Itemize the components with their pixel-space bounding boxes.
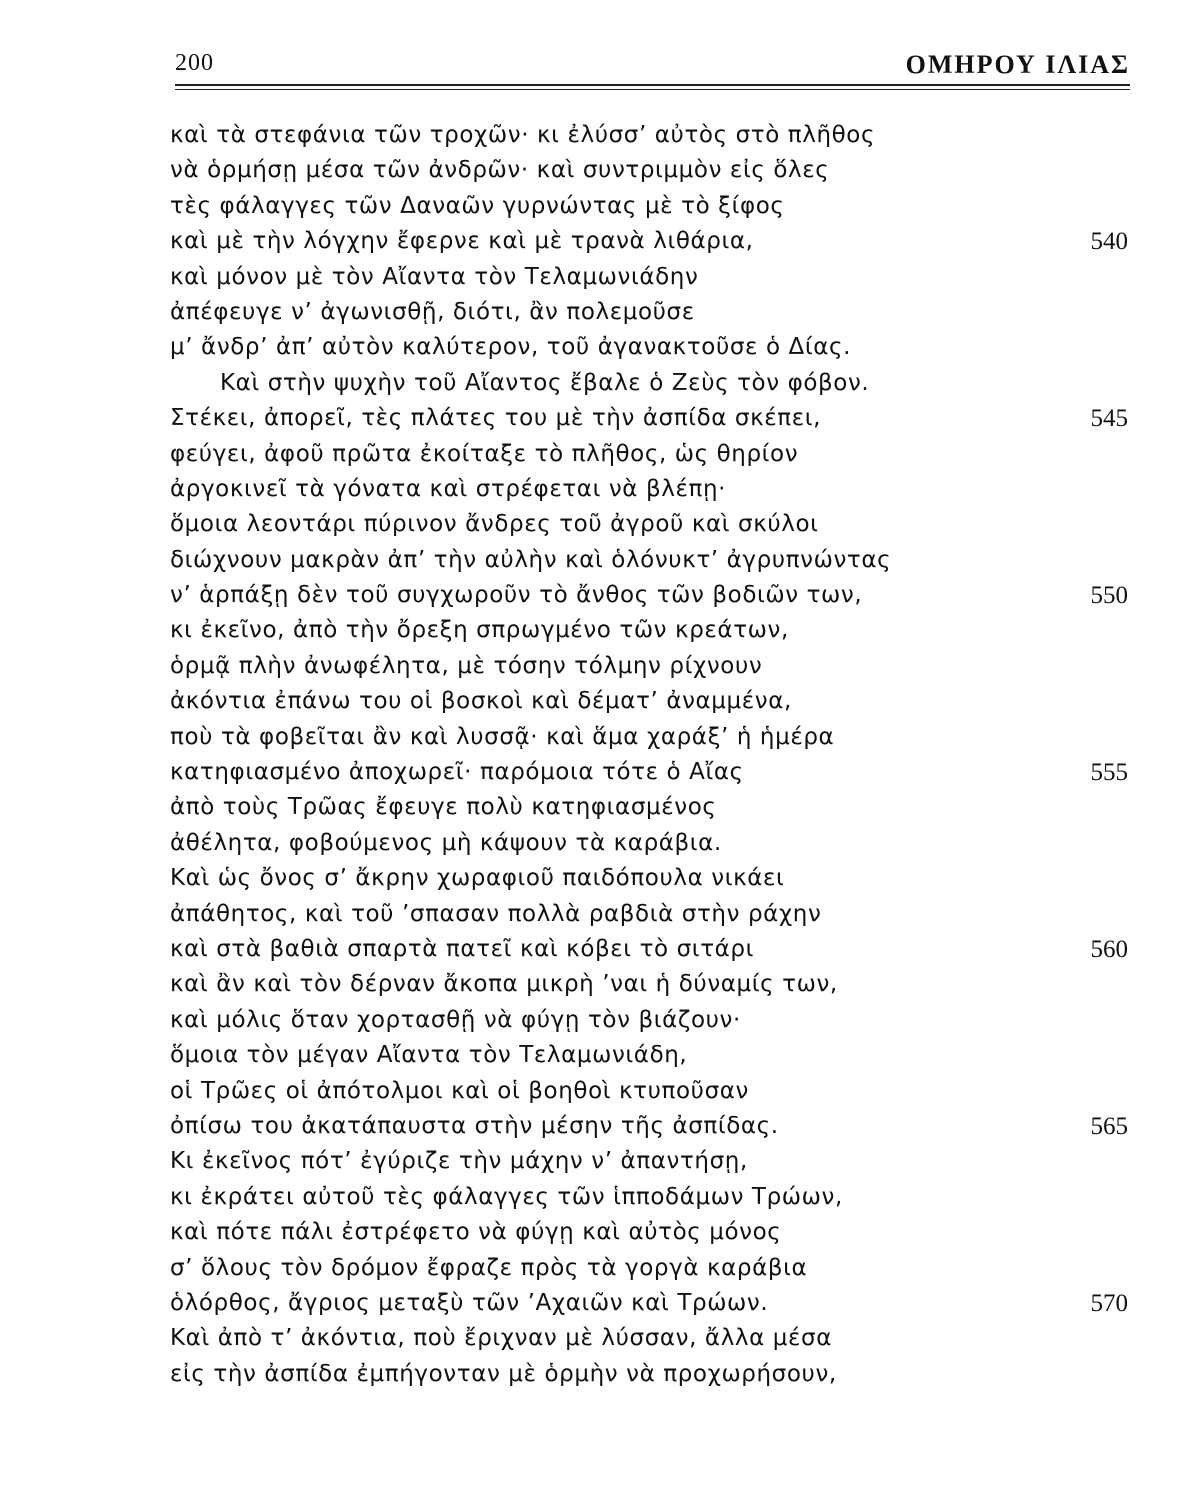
page-header bbox=[175, 42, 1130, 82]
verse-line bbox=[170, 826, 1130, 861]
verse-line bbox=[170, 1215, 1130, 1250]
verse-line bbox=[170, 437, 1130, 472]
verse-text: νὰ ὁρμήσῃ μέσα τῶν ἀνδρῶν· καὶ συντριμμὸν εἰς ὅλες bbox=[170, 157, 830, 184]
verse-text: καὶ μόλις ὅταν χορτασθῇ νὰ φύγῃ τὸν βιάζουν· bbox=[170, 1006, 741, 1033]
verse-line bbox=[170, 613, 1130, 648]
verse-line bbox=[170, 790, 1130, 825]
line-number: 545 bbox=[1090, 405, 1128, 433]
verse-text: Καὶ ἀπὸ τ’ ἀκόντια, ποὺ ἔριχναν μὲ λύσσαν, ἄλλα μέσα bbox=[170, 1325, 832, 1352]
verse-text: ὀπίσω του ἀκατάπαυστα στὴν μέσην τῆς ἀσπίδας. bbox=[170, 1112, 779, 1139]
verse-text: ἀθέλητα, φοβούμενος μὴ κάψουν τὰ καράβια. bbox=[170, 829, 722, 856]
verse-text: ὅμοια τὸν μέγαν Αἴαντα τὸν Τελαμωνιάδη, bbox=[170, 1042, 688, 1069]
verse-text: ἀπέφευγε ν’ ἀγωνισθῇ, διότι, ἂν πολεμοῦσε bbox=[170, 298, 695, 325]
running-title: ΟΜΗΡΟΥ ΙΛΙΑΣ bbox=[905, 50, 1130, 79]
verse-text: κι ἐκεῖνο, ἀπὸ τὴν ὄρεξη σπρωγμένο τῶν κρεάτων, bbox=[170, 617, 789, 644]
verse-text: ἀπὸ τοὺς Τρῶας ἔφευγε πολὺ κατηφιασμένος bbox=[170, 794, 717, 821]
verse-line bbox=[170, 967, 1130, 1002]
verse-line bbox=[170, 224, 1130, 259]
verse-line bbox=[170, 932, 1130, 967]
verse-line bbox=[170, 543, 1130, 578]
verse-text: κι ἐκράτει αὐτοῦ τὲς φάλαγγες τῶν ἱπποδάμων Τρώων, bbox=[170, 1183, 843, 1210]
verse-line bbox=[170, 861, 1130, 896]
verse-line bbox=[170, 153, 1130, 188]
verse-line bbox=[170, 472, 1130, 507]
verse-text: διώχνουν μακρὰν ἀπ’ τὴν αὐλὴν καὶ ὁλόνυκτ’ ἀγρυπνώντας bbox=[170, 546, 892, 573]
verse-text: ν’ ἁρπάξῃ δὲν τοῦ συγχωροῦν τὸ ἄνθος τῶν βοδιῶν των, bbox=[170, 582, 863, 609]
verse-text: οἱ Τρῶες οἱ ἀπότολμοι καὶ οἱ βοηθοὶ κτυποῦσαν bbox=[170, 1077, 749, 1104]
verse-line bbox=[170, 1357, 1130, 1392]
verse-line bbox=[170, 1109, 1130, 1144]
verse-line bbox=[170, 401, 1130, 436]
verse-line bbox=[170, 1003, 1130, 1038]
verse-text: φεύγει, ἀφοῦ πρῶτα ἐκοίταξε τὸ πλῆθος, ὡς θηρίον bbox=[170, 440, 799, 467]
verse-line bbox=[170, 1074, 1130, 1109]
verse-text: καὶ τὰ στεφάνια τῶν τροχῶν· κι ἐλύσσ’ αὐτὸς στὸ πλῆθος bbox=[170, 122, 876, 148]
verse-line bbox=[170, 1286, 1130, 1321]
verse-text: καὶ μόνον μὲ τὸν Αἴαντα τὸν Τελαμωνιάδην bbox=[170, 263, 699, 290]
verse-line bbox=[170, 189, 1130, 224]
verse-text: τὲς φάλαγγες τῶν Δαναῶν γυρνώντας μὲ τὸ ξίφος bbox=[170, 192, 785, 219]
verse-line bbox=[170, 578, 1130, 613]
verse-line bbox=[170, 1038, 1130, 1073]
verse-text: ἀργοκινεῖ τὰ γόνατα καὶ στρέφεται νὰ βλέπῃ· bbox=[170, 475, 727, 502]
verse-line bbox=[170, 1251, 1130, 1286]
verse-text: μ’ ἄνδρ’ ἀπ’ αὐτὸν καλύτερον, τοῦ ἀγανακτοῦσε ὁ Δίας. bbox=[170, 334, 852, 361]
header-rule bbox=[175, 84, 1130, 86]
verse-line bbox=[170, 684, 1130, 719]
verse-text: καὶ μὲ τὴν λόγχην ἔφερνε καὶ μὲ τρανὰ λιθάρια, bbox=[170, 228, 754, 255]
verse-line bbox=[170, 1321, 1130, 1356]
verse-line bbox=[170, 897, 1130, 932]
line-number: 570 bbox=[1090, 1289, 1128, 1317]
verse-text: ἀκόντια ἐπάνω του οἱ βοσκοὶ καὶ δέματ’ ἀναμμένα, bbox=[170, 688, 792, 715]
line-number: 550 bbox=[1090, 582, 1128, 610]
verse-line bbox=[170, 295, 1130, 330]
line-number: 555 bbox=[1090, 759, 1128, 787]
verse-text: καὶ ἂν καὶ τὸν δέρναν ἄκοπα μικρὴ ’ναι ἡ δύναμίς των, bbox=[170, 971, 838, 998]
verse-line bbox=[170, 507, 1130, 542]
verse-text: ποὺ τὰ φοβεῖται ἂν καὶ λυσσᾷ· καὶ ἅμα χαράξ’ ἡ ἡμέρα bbox=[170, 723, 835, 750]
verse-text: καὶ πότε πάλι ἐστρέφετο νὰ φύγῃ καὶ αὐτὸς μόνος bbox=[170, 1219, 782, 1246]
verse-line bbox=[170, 755, 1130, 790]
verse-line bbox=[170, 1180, 1130, 1215]
header-rule-thin bbox=[175, 89, 1130, 90]
page-number: 200 bbox=[175, 50, 214, 76]
verse-line bbox=[170, 1144, 1130, 1179]
verse-text: σ’ ὅλους τὸν δρόμον ἔφραζε πρὸς τὰ γοργὰ καράβια bbox=[170, 1254, 808, 1281]
line-number: 560 bbox=[1090, 935, 1128, 963]
verse-line bbox=[170, 260, 1130, 295]
verse-line bbox=[170, 366, 1130, 401]
verse-line bbox=[170, 649, 1130, 684]
verse-text: Καὶ στὴν ψυχὴν τοῦ Αἴαντος ἔβαλε ὁ Ζεὺς τὸν φόβον. bbox=[220, 369, 870, 396]
line-number: 565 bbox=[1090, 1112, 1128, 1140]
line-number: 540 bbox=[1090, 228, 1128, 256]
verse-text: εἰς τὴν ἀσπίδα ἐμπήγονταν μὲ ὁρμὴν νὰ προχωρήσουν, bbox=[170, 1360, 837, 1387]
verse-text: ὁρμᾷ πλὴν ἀνωφέλητα, μὲ τόσην τόλμην ρίχνουν bbox=[170, 652, 763, 679]
verse-block bbox=[170, 118, 1130, 1392]
verse-text: Κι ἐκεῖνος πότ’ ἐγύριζε τὴν μάχην ν’ ἀπαντήσῃ, bbox=[170, 1148, 748, 1175]
verse-text: ὅμοια λεοντάρι πύρινον ἄνδρες τοῦ ἀγροῦ καὶ σκύλοι bbox=[170, 511, 819, 538]
verse-line bbox=[170, 720, 1130, 755]
verse-text: Καὶ ὡς ὄνος σ’ ἄκρην χωραφιοῦ παιδόπουλα νικάει bbox=[170, 865, 785, 892]
verse-text: καὶ στὰ βαθιὰ σπαρτὰ πατεῖ καὶ κόβει τὸ σιτάρι bbox=[170, 935, 754, 962]
verse-text: κατηφιασμένο ἀποχωρεῖ· παρόμοια τότε ὁ Αἴας bbox=[170, 759, 744, 786]
verse-line bbox=[170, 118, 1130, 153]
verse-text: ἀπάθητος, καὶ τοῦ ’σπασαν πολλὰ ραβδιὰ στὴν ράχην bbox=[170, 900, 822, 927]
verse-text: ὁλόρθος, ἄγριος μεταξὺ τῶν ’Αχαιῶν καὶ Τρώων. bbox=[170, 1289, 769, 1316]
verse-text: Στέκει, ἀπορεῖ, τὲς πλάτες του μὲ τὴν ἀσπίδα σκέπει, bbox=[170, 405, 822, 432]
verse-line bbox=[170, 330, 1130, 365]
